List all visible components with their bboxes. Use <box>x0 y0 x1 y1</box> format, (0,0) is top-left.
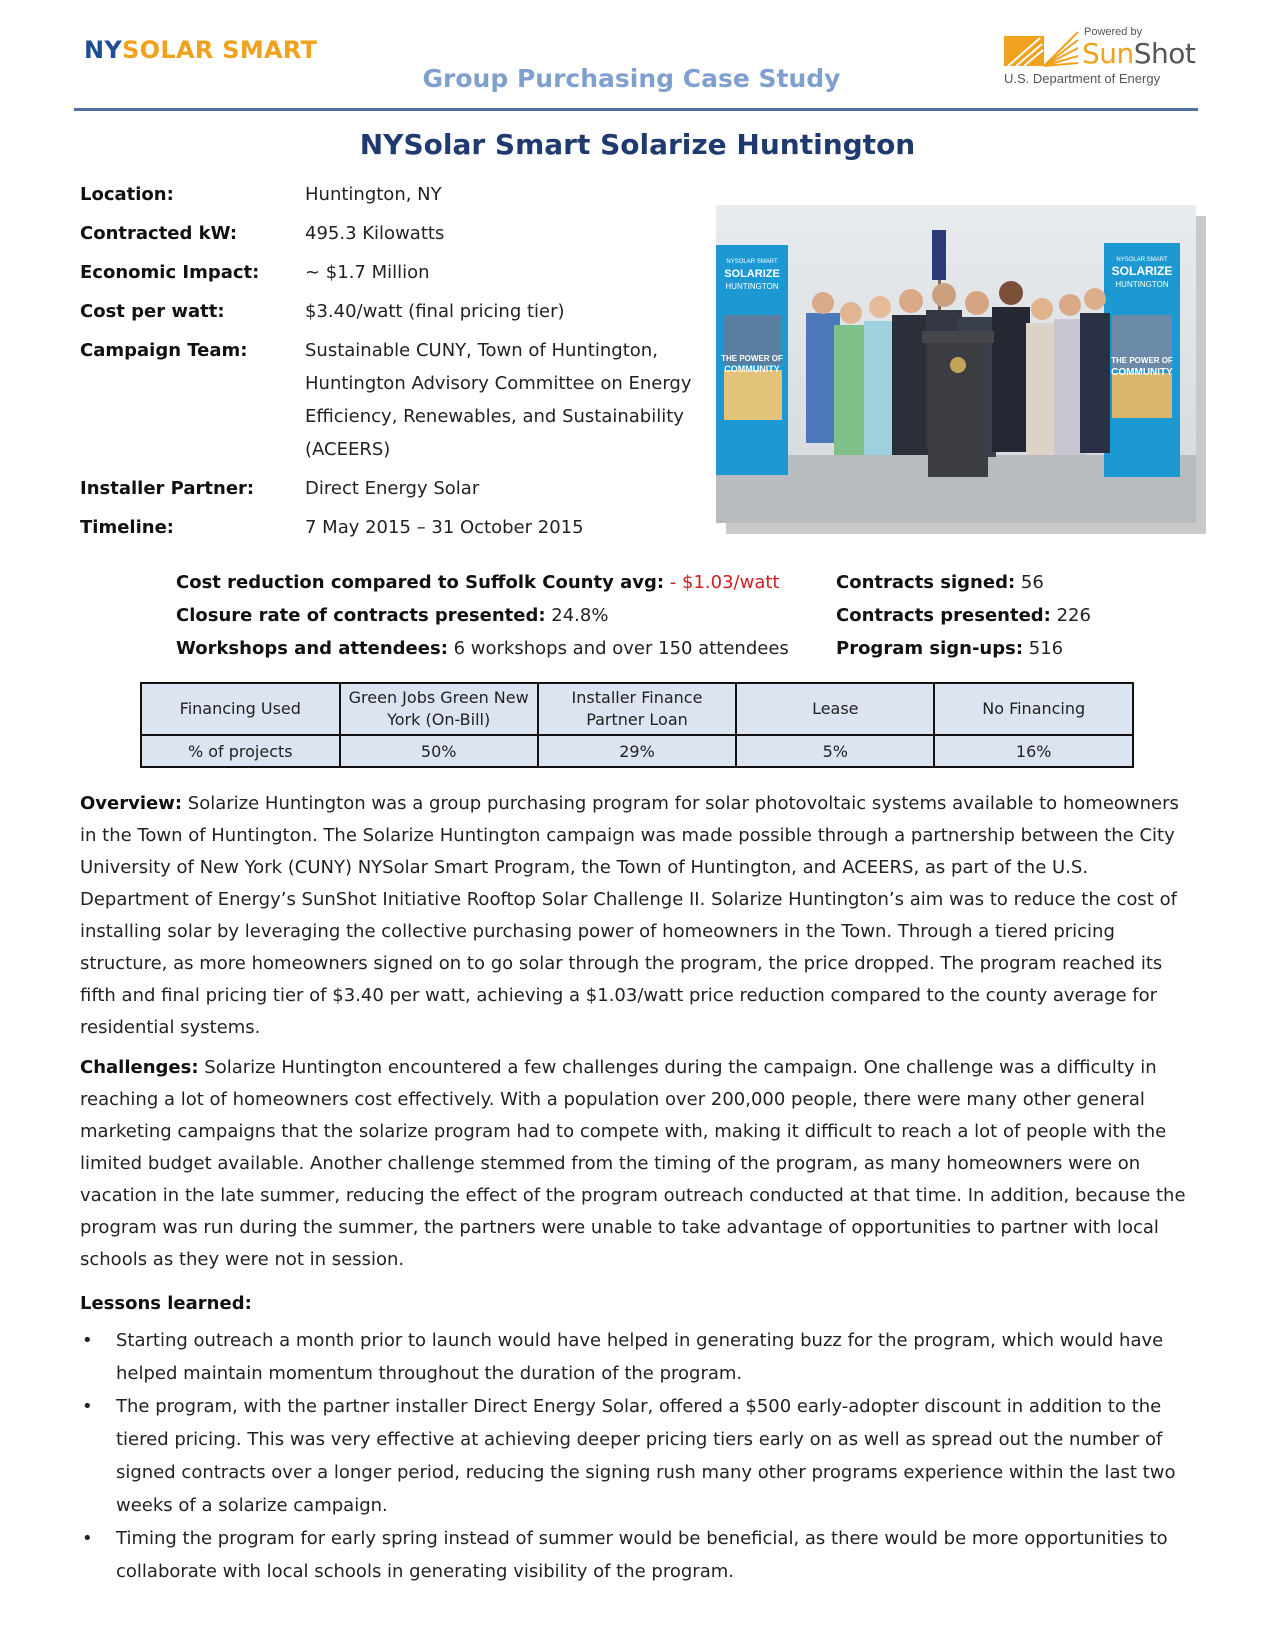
left-banner-title: SOLARIZE <box>724 268 780 280</box>
fact-contracted-kw: Contracted kW: 495.3 Kilowatts <box>80 223 445 244</box>
overview-paragraph: Overview: Solarize Huntington was a group purchasing program for solar photovoltaic systems available to homeowners in the Town of Huntington. The Solarize Huntington campaign was made possible through a partnership between the City University of New York (CUNY) NYSolar Smart Program, the Town of Huntington, and ACEERS, as part of the U.S. Department of Energy’s SunShot Initiative Rooftop Solar Challenge II. Solarize Huntington’s aim was to reduce the cost of installing solar by leveraging the collective purchasing power of homeowners in the Town. Through a tiered pricing structure, as more homeowners signed on to go solar through the program, the price dropped. The program reached its fifth and final pricing tier of $3.40 per watt, achieving a $1.03/watt price reduction compared to the county average for residential systems. <box>80 793 1179 1038</box>
header-title: Group Purchasing Case Study <box>422 64 841 93</box>
table-cell: 16% <box>934 735 1133 767</box>
table-header-row <box>141 683 1133 735</box>
table-header-cell: Green Jobs Green New York (On-Bill) <box>340 683 538 735</box>
lessons-heading: Lessons learned: <box>80 1293 252 1314</box>
nysolar-smart-logo: NYSOLAR SMART <box>84 36 318 64</box>
table-header-cell: Installer Finance Partner Loan <box>538 683 736 735</box>
table-header-cell: No Financing <box>934 683 1133 735</box>
right-banner-title: SOLARIZE <box>1111 264 1173 278</box>
list-item: • Timing the program for early spring instead of summer would be beneficial, as there would be more opportunities to collaborate with local schools in generating visibility of the program. <box>80 1522 1200 1588</box>
fact-timeline: Timeline: 7 May 2015 – 31 October 2015 <box>80 517 584 538</box>
challenges-paragraph: Challenges: Solarize Huntington encountered a few challenges during the campaign. One challenge was a difficulty in reaching a lot of homeowners cost effectively. With a population over 200,000 people, there were many other general marketing campaigns that the solarize program had to compete with, making it difficult to reach a lot of people with the limited budget available. Another challenge stemmed from the timing of the program, as many homeowners were on vacation in the late summer, reducing the effect of the program outreach conducted at that time. In addition, because the program was run during the summer, the partners were unable to take advantage of opportunities to partner with local schools as they were not in session. <box>80 1057 1186 1270</box>
stat-contracts-signed: Contracts signed: 56 <box>836 572 1044 593</box>
left-banner-tagline-2: COMMUNITY <box>724 364 780 374</box>
logo-sun-letters: SO <box>122 36 161 64</box>
bullet-icon: • <box>82 1396 93 1417</box>
document-title: NYSolar Smart Solarize Huntington <box>359 128 916 161</box>
table-cell: % of projects <box>141 735 340 767</box>
event-photo <box>716 205 1196 523</box>
right-banner-tagline-2: COMMUNITY <box>1111 367 1173 378</box>
stats-right <box>836 566 1091 665</box>
right-banner-subtitle: HUNTINGTON <box>1115 280 1169 289</box>
stat-program-signups: Program sign-ups: 516 <box>836 638 1064 659</box>
table-header-cell: Lease <box>736 683 934 735</box>
table-cell: 5% <box>736 735 934 767</box>
left-banner-subtitle: HUNTINGTON <box>725 282 779 291</box>
stat-contracts-presented: Contracts presented: 226 <box>836 605 1091 626</box>
list-item: • The program, with the partner installer Direct Energy Solar, offered a $500 early-adopter discount in addition to the tiered pricing. This was very effective at achieving deeper pricing tiers early on as well as spread out the number of signed contracts over a longer period, reducing the signing rush many other programs experience within the last two weeks of a solarize campaign. <box>80 1390 1200 1522</box>
left-banner-tagline-1: THE POWER OF <box>721 354 783 363</box>
bullet-icon: • <box>82 1528 93 1549</box>
left-banner-brand: NYSOLAR SMART <box>726 259 778 265</box>
stat-workshops: Workshops and attendees: 6 workshops and over 150 attendees <box>176 638 789 659</box>
sunshot-rays-icon <box>1004 30 1078 70</box>
fact-location: Location: Huntington, NY <box>80 184 442 205</box>
stat-closure-rate: Closure rate of contracts presented: 24.8% <box>176 605 609 626</box>
stats-left <box>176 566 789 665</box>
table-header-cell: Financing Used <box>141 683 340 735</box>
group-photo-image <box>716 205 1196 523</box>
fact-campaign-team: Campaign Team: Sustainable CUNY, Town of Huntington, Huntington Advisory Committee on Energy Efficiency, Renewables, and Sustainability (ACEERS) <box>80 340 692 460</box>
sunshot-logo: Powered by SunShot U.S. Department of Energy <box>1004 26 1196 86</box>
table-cell: 29% <box>538 735 736 767</box>
stat-cost-reduction: Cost reduction compared to Suffolk County avg: - $1.03/watt <box>176 572 780 593</box>
table-cell: 50% <box>340 735 538 767</box>
right-banner-brand: NYSOLAR SMART <box>1116 257 1168 263</box>
table-row <box>141 735 1133 767</box>
list-item: • Starting outreach a month prior to launch would have helped in generating buzz for the program, which would have helped maintain momentum throughout the duration of the program. <box>80 1324 1200 1390</box>
fact-economic-impact: Economic Impact: ~ $1.7 Million <box>80 262 430 283</box>
facts-list <box>80 178 720 550</box>
right-banner-tagline-1: THE POWER OF <box>1111 356 1173 365</box>
lessons-list <box>80 1324 1200 1588</box>
financing-table <box>140 682 1134 768</box>
fact-installer-partner: Installer Partner: Direct Energy Solar <box>80 478 480 499</box>
fact-cost-per-watt: Cost per watt: $3.40/watt (final pricing tier) <box>80 301 565 322</box>
bullet-icon: • <box>82 1330 93 1351</box>
header-divider <box>74 108 1198 111</box>
